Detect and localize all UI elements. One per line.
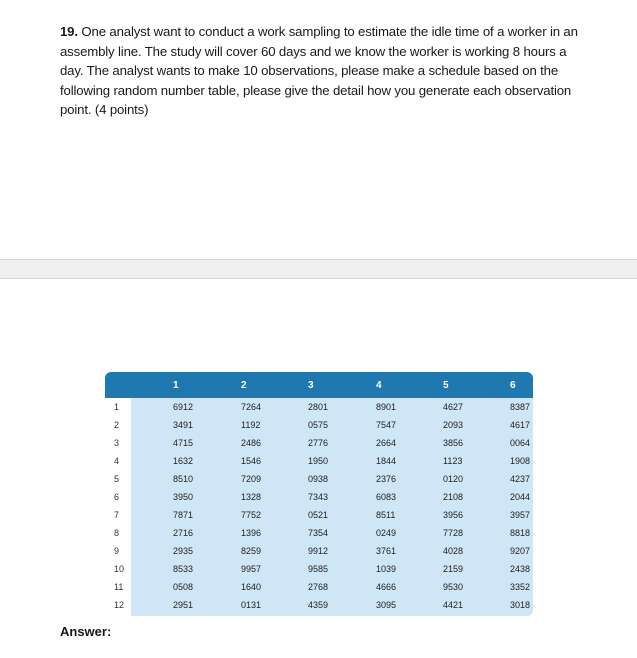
row-number: 2	[114, 420, 120, 430]
random-number-table	[105, 372, 533, 616]
random-number-cell: 8387	[510, 402, 531, 412]
random-number-cell: 1640	[241, 582, 262, 592]
random-number-cell: 2716	[173, 528, 194, 538]
random-number-cell: 0120	[443, 474, 464, 484]
random-number-cell: 1908	[510, 456, 531, 466]
random-number-cell: 3491	[173, 420, 194, 430]
random-number-cell: 1328	[241, 492, 262, 502]
random-number-cell: 8818	[510, 528, 531, 538]
table-row	[105, 578, 533, 596]
random-number-cell: 4627	[443, 402, 464, 412]
table-row	[105, 452, 533, 470]
random-number-cell: 8511	[376, 510, 396, 520]
row-number: 8	[114, 528, 120, 538]
random-number-cell: 1950	[308, 456, 329, 466]
row-number: 9	[114, 546, 120, 556]
column-header: 3	[308, 379, 314, 391]
table-row	[105, 542, 533, 560]
random-number-cell: 8533	[173, 564, 194, 574]
table-row	[105, 434, 533, 452]
random-number-cell: 3957	[510, 510, 531, 520]
random-number-cell: 9585	[308, 564, 329, 574]
random-number-cell: 7264	[241, 402, 262, 412]
random-number-cell: 2438	[510, 564, 531, 574]
random-number-cell: 2486	[241, 438, 262, 448]
random-number-cell: 6912	[173, 402, 194, 412]
table-row	[105, 488, 533, 506]
random-number-cell: 1632	[173, 456, 194, 466]
random-number-cell: 4421	[443, 600, 464, 610]
random-number-cell: 7752	[241, 510, 262, 520]
random-number-cell: 7728	[443, 528, 464, 538]
random-number-cell: 9207	[510, 546, 531, 556]
random-number-cell: 1844	[376, 456, 397, 466]
section-divider	[0, 259, 637, 279]
random-number-cell: 2108	[443, 492, 464, 502]
random-number-cell: 8901	[376, 402, 397, 412]
random-number-cell: 4237	[510, 474, 531, 484]
header-corner	[105, 372, 173, 398]
random-number-cell: 0249	[376, 528, 397, 538]
random-number-cell: 1396	[241, 528, 262, 538]
table-row	[105, 560, 533, 578]
row-number: 12	[114, 600, 125, 610]
answer-label: Answer:	[60, 624, 112, 639]
random-number-cell: 2044	[510, 492, 531, 502]
random-number-cell: 3856	[443, 438, 464, 448]
random-number-grid	[105, 372, 533, 614]
random-number-cell: 8510	[173, 474, 194, 484]
random-number-cell: 7209	[241, 474, 262, 484]
random-number-cell: 2801	[308, 402, 329, 412]
random-number-cell: 7354	[308, 528, 329, 538]
random-number-cell: 4028	[443, 546, 464, 556]
random-number-cell: 9912	[308, 546, 329, 556]
random-number-cell: 2664	[376, 438, 397, 448]
random-number-cell: 4359	[308, 600, 329, 610]
column-header: 6	[510, 379, 516, 391]
table-header-row	[105, 372, 533, 398]
random-number-cell: 3950	[173, 492, 194, 502]
random-number-cell: 2376	[376, 474, 397, 484]
random-number-cell: 1546	[241, 456, 262, 466]
row-number: 10	[114, 564, 125, 574]
column-header: 1	[173, 379, 179, 391]
random-number-cell: 1123	[443, 456, 463, 466]
table-row	[105, 470, 533, 488]
question-number: 19.	[60, 24, 78, 39]
row-number: 4	[114, 456, 120, 466]
random-number-cell: 0131	[241, 600, 262, 610]
random-number-cell: 0508	[173, 582, 194, 592]
random-number-cell: 3956	[443, 510, 464, 520]
random-number-cell: 2093	[443, 420, 464, 430]
table-body	[105, 398, 533, 614]
row-number: 5	[114, 474, 120, 484]
random-number-cell: 2935	[173, 546, 194, 556]
random-number-cell: 3095	[376, 600, 397, 610]
table-row	[105, 398, 533, 416]
random-number-cell: 3018	[510, 600, 531, 610]
question-body: One analyst want to conduct a work sampling to estimate the idle time of a worker in an assembly line. The study will cover 60 days and we know the worker is working 8 hours a day. The analyst wants to make 10 observations, please make a schedule based on the following random number table, please give the detail how you generate each observation point. (4 points)	[60, 24, 578, 117]
random-number-cell: 8259	[241, 546, 262, 556]
column-header: 4	[376, 379, 382, 391]
random-number-cell: 7871	[173, 510, 194, 520]
random-number-cell: 6083	[376, 492, 397, 502]
random-number-cell: 7547	[376, 420, 397, 430]
random-number-cell: 2951	[173, 600, 194, 610]
random-number-cell: 9530	[443, 582, 464, 592]
row-number: 11	[114, 582, 124, 592]
random-number-cell: 2776	[308, 438, 329, 448]
random-number-cell: 0521	[308, 510, 329, 520]
row-number: 1	[114, 402, 120, 412]
random-number-cell: 0938	[308, 474, 329, 484]
random-number-cell: 3761	[376, 546, 397, 556]
question-text	[60, 22, 585, 120]
table-row	[105, 416, 533, 434]
random-number-cell: 4617	[510, 420, 531, 430]
table-row	[105, 506, 533, 524]
random-number-cell: 9957	[241, 564, 262, 574]
random-number-cell: 2159	[443, 564, 464, 574]
random-number-cell: 4666	[376, 582, 397, 592]
random-number-cell: 7343	[308, 492, 329, 502]
random-number-cell: 2768	[308, 582, 329, 592]
column-header: 5	[443, 379, 449, 391]
random-number-cell: 3352	[510, 582, 531, 592]
random-number-cell: 0575	[308, 420, 329, 430]
random-number-cell: 4715	[173, 438, 194, 448]
column-header: 2	[241, 379, 247, 391]
row-number: 7	[114, 510, 120, 520]
random-number-cell: 1039	[376, 564, 397, 574]
row-number: 3	[114, 438, 120, 448]
table-row	[105, 524, 533, 542]
random-number-cell: 1192	[241, 420, 261, 430]
row-number: 6	[114, 492, 120, 502]
random-number-cell: 0064	[510, 438, 531, 448]
table-row	[105, 596, 533, 614]
